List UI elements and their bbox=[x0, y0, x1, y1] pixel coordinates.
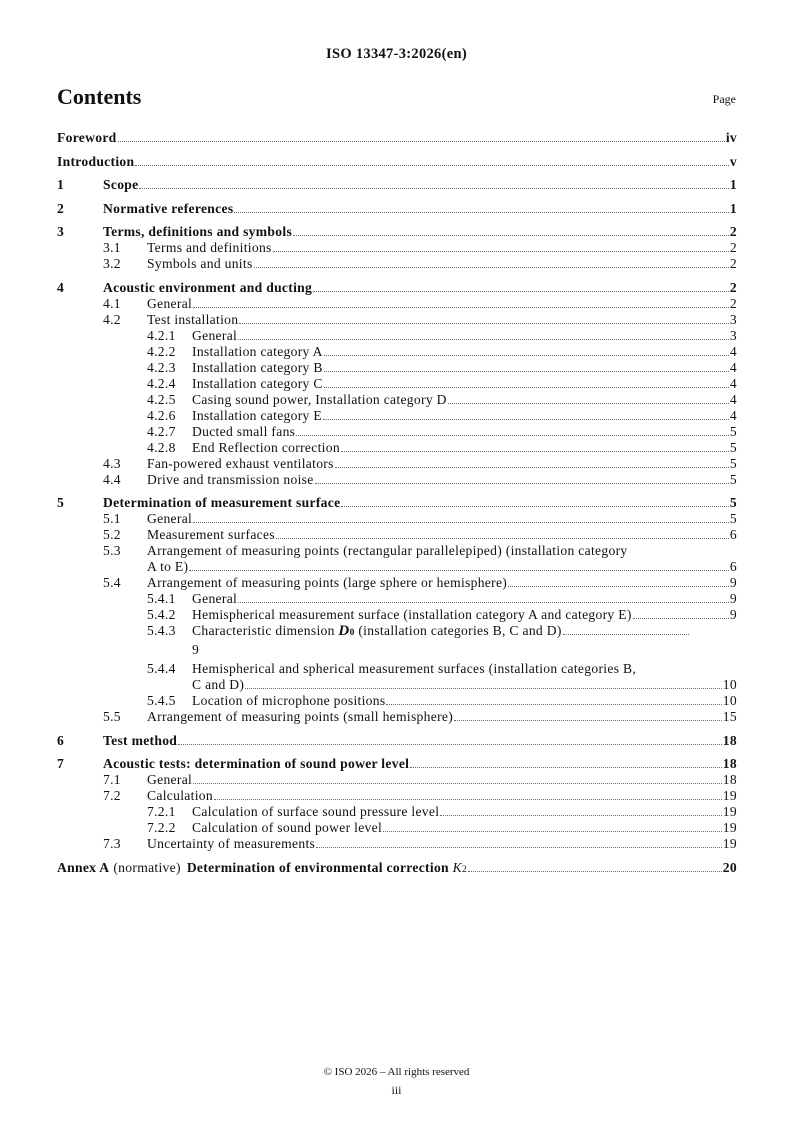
toc-entry-number: 4.2.4 bbox=[147, 375, 176, 391]
dot-leader bbox=[323, 419, 729, 420]
dot-leader bbox=[508, 586, 729, 587]
toc-entry-title: Acoustic tests: determination of sound power level bbox=[103, 756, 410, 771]
toc-entry-page[interactable]: 1 bbox=[729, 200, 737, 216]
toc-entry-page[interactable]: 19 bbox=[722, 804, 737, 819]
toc-entry-continuation bbox=[57, 677, 737, 693]
toc-entry[interactable] bbox=[57, 280, 737, 296]
toc-entry-page[interactable]: 19 bbox=[722, 836, 737, 851]
toc-entry-number: 7.1 bbox=[103, 772, 121, 787]
dot-leader bbox=[254, 267, 729, 268]
toc-entry-continuation bbox=[57, 642, 737, 658]
toc-entry-page[interactable]: 18 bbox=[722, 756, 737, 771]
dot-leader bbox=[234, 212, 728, 213]
toc-entry[interactable] bbox=[57, 804, 737, 820]
toc-entry-page[interactable]: 4 bbox=[729, 391, 737, 407]
toc-entry-line bbox=[57, 177, 737, 193]
toc-entry-page[interactable]: 4 bbox=[729, 375, 737, 391]
toc-entry-title: Drive and transmission noise bbox=[147, 471, 314, 487]
toc-entry-number: 4.3 bbox=[103, 455, 121, 471]
dot-leader bbox=[448, 403, 729, 404]
toc-entry-title: Arrangement of measuring points (small hemisphere) bbox=[147, 709, 454, 724]
dot-leader bbox=[563, 634, 689, 635]
dot-leader bbox=[324, 355, 729, 356]
annex-label: Annex A bbox=[57, 859, 110, 875]
toc-entry-page[interactable]: iv bbox=[725, 130, 737, 145]
toc-entry-page[interactable]: 1 bbox=[729, 177, 737, 192]
toc-entry-title: Symbols and units bbox=[147, 256, 253, 271]
toc-entry-number: 6 bbox=[57, 732, 65, 748]
toc-entry-line bbox=[57, 224, 737, 240]
toc-entry-number: 5.4 bbox=[103, 575, 121, 590]
toc-entry[interactable] bbox=[57, 543, 737, 575]
toc-entry-page[interactable]: 5 bbox=[729, 423, 737, 439]
toc-entry-title: Introduction bbox=[57, 153, 135, 169]
toc-entry-page[interactable]: 6 bbox=[729, 527, 737, 542]
toc-entry-title: Location of microphone positions bbox=[192, 693, 386, 708]
toc-entry-page[interactable]: v bbox=[729, 153, 737, 169]
toc-entry-page[interactable]: 5 bbox=[729, 455, 737, 471]
toc-entry-number: 7.2.2 bbox=[147, 820, 176, 835]
dot-leader bbox=[296, 435, 729, 436]
toc-entry-title: Casing sound power, Installation category D bbox=[192, 391, 447, 407]
toc-entry[interactable] bbox=[57, 607, 737, 623]
toc-entry-number: 4.2.8 bbox=[147, 439, 176, 455]
toc-entry[interactable] bbox=[57, 312, 737, 328]
page-column-label: Page bbox=[712, 92, 736, 106]
toc-entry-line bbox=[57, 709, 737, 725]
toc-entry-title: Calculation of sound power level bbox=[192, 820, 383, 835]
toc-entry-page[interactable]: 2 bbox=[729, 256, 737, 271]
dot-leader bbox=[410, 767, 722, 768]
dot-leader bbox=[324, 387, 729, 388]
toc-entry-number: 2 bbox=[57, 200, 65, 216]
toc-entry[interactable] bbox=[57, 456, 737, 472]
toc-entry-page[interactable]: 19 bbox=[722, 788, 737, 803]
toc-entry-page[interactable]: 3 bbox=[729, 327, 737, 343]
annex-title: Determination of environmental correction bbox=[186, 859, 453, 875]
toc-entry-title: General bbox=[147, 772, 193, 787]
symbol: K bbox=[452, 859, 462, 875]
toc-entry-number: 5.4.5 bbox=[147, 693, 176, 708]
toc-entry-title: Calculation of surface sound pressure level bbox=[192, 804, 440, 819]
toc-entry-line bbox=[57, 756, 737, 772]
toc-entry[interactable] bbox=[57, 424, 737, 440]
toc-entry-title: Terms and definitions bbox=[147, 240, 272, 255]
toc-entry-number: 4.2.6 bbox=[147, 407, 176, 423]
symbol: D bbox=[338, 623, 350, 639]
toc-entry-page[interactable]: 5 bbox=[729, 511, 737, 526]
dot-leader bbox=[178, 744, 722, 745]
toc-entry-title: Scope bbox=[103, 177, 139, 192]
toc-entry-page[interactable]: 9 bbox=[729, 575, 737, 590]
toc-entry[interactable] bbox=[57, 820, 737, 836]
toc-annex-entry[interactable] bbox=[57, 860, 737, 876]
toc-entry-line bbox=[57, 456, 737, 472]
toc-entry[interactable] bbox=[57, 201, 737, 217]
toc-entry-title: Foreword bbox=[57, 130, 117, 145]
toc-entry[interactable] bbox=[57, 376, 737, 392]
dot-leader bbox=[293, 235, 729, 236]
toc-entry[interactable] bbox=[57, 733, 737, 749]
toc-entry-number: 5.5 bbox=[103, 709, 121, 724]
toc-entry-line bbox=[57, 240, 737, 256]
toc-entry-number: 5.4.2 bbox=[147, 607, 176, 622]
annex-qualifier: (normative) bbox=[113, 859, 181, 875]
toc-entry-page[interactable]: 9 bbox=[729, 607, 737, 622]
toc-entry-page[interactable]: 9 bbox=[192, 642, 200, 657]
toc-entry[interactable] bbox=[57, 154, 737, 170]
toc-entry-line bbox=[57, 256, 737, 272]
toc-entry-line bbox=[57, 543, 737, 559]
toc-entry-title: Installation category E bbox=[192, 407, 322, 423]
toc-entry[interactable] bbox=[57, 440, 737, 456]
toc-entry-number: 5.4.4 bbox=[147, 661, 176, 676]
toc-entry-title: Terms, definitions and symbols bbox=[103, 224, 293, 239]
toc-entry-number: 5.2 bbox=[103, 527, 121, 542]
dot-leader bbox=[324, 371, 729, 372]
toc-entry-title: Measurement surfaces bbox=[147, 527, 275, 542]
toc-entry[interactable] bbox=[57, 709, 737, 725]
toc-entry[interactable] bbox=[57, 756, 737, 772]
toc-entry-page[interactable]: 3 bbox=[729, 311, 737, 327]
toc-entry[interactable] bbox=[57, 130, 737, 146]
dot-leader bbox=[193, 307, 729, 308]
toc-entry-title: Characteristic dimension bbox=[192, 623, 339, 638]
toc-entry-page[interactable]: 20 bbox=[722, 859, 737, 875]
toc-entry[interactable] bbox=[57, 408, 737, 424]
toc-entry-line bbox=[57, 772, 737, 788]
toc-entry-number: 7.2.1 bbox=[147, 804, 176, 819]
toc-entry-page[interactable]: 4 bbox=[729, 343, 737, 359]
toc-entry-number: 5 bbox=[57, 495, 65, 510]
page-number: iii bbox=[391, 1083, 402, 1097]
dot-leader bbox=[118, 141, 725, 142]
dot-leader bbox=[315, 483, 729, 484]
toc-entry[interactable] bbox=[57, 240, 737, 256]
toc-entry-page[interactable]: 9 bbox=[729, 591, 737, 606]
toc-entry-page[interactable]: 5 bbox=[729, 495, 737, 510]
toc-entry[interactable] bbox=[57, 836, 737, 852]
toc-entry[interactable] bbox=[57, 788, 737, 804]
toc-entry-number: 5.4.1 bbox=[147, 591, 176, 606]
toc-entry-page[interactable]: 15 bbox=[722, 709, 737, 724]
toc-entry-title: Test installation bbox=[147, 311, 239, 327]
toc-entry-title: General bbox=[192, 327, 238, 343]
toc-entry-number: 7.2 bbox=[103, 788, 121, 803]
toc-entry-line bbox=[57, 130, 737, 146]
toc-entry[interactable] bbox=[57, 591, 737, 607]
toc-entry-number: 1 bbox=[57, 177, 65, 192]
dot-leader bbox=[313, 291, 729, 292]
toc-entry-line bbox=[57, 511, 737, 527]
toc-entry-title: End Reflection correction bbox=[192, 439, 340, 455]
toc-entry-title: Arrangement of measuring points (large sphere or hemisphere) bbox=[147, 575, 508, 590]
toc-entry-page[interactable]: 10 bbox=[722, 693, 737, 708]
toc-entry[interactable] bbox=[57, 296, 737, 312]
toc-entry-line bbox=[57, 280, 737, 296]
toc-entry-number: 5.3 bbox=[103, 543, 121, 558]
dot-leader bbox=[193, 783, 722, 784]
dot-leader bbox=[633, 618, 729, 619]
toc-entry[interactable] bbox=[57, 495, 737, 511]
toc-entry-page[interactable]: 2 bbox=[729, 224, 737, 239]
toc-entry-title: General bbox=[192, 591, 238, 606]
toc-entry-page[interactable]: 5 bbox=[729, 471, 737, 487]
toc-entry-page[interactable]: 4 bbox=[729, 407, 737, 423]
toc-entry-line bbox=[57, 527, 737, 543]
toc-entry-title-cont: A to E) bbox=[147, 559, 189, 574]
toc-entry-title: Installation category A bbox=[192, 343, 323, 359]
contents-title: Contents bbox=[57, 84, 142, 109]
toc-entry[interactable] bbox=[57, 177, 737, 193]
toc-entry-title: Installation category C bbox=[192, 375, 323, 391]
toc-entry[interactable] bbox=[57, 224, 737, 240]
toc-entry-title: Test method bbox=[103, 732, 178, 748]
toc-entry[interactable] bbox=[57, 344, 737, 360]
toc-entry-title: General bbox=[147, 295, 193, 311]
toc-entry-line bbox=[57, 201, 737, 217]
toc-entry[interactable] bbox=[57, 623, 737, 658]
toc-entry-line: Annex A (normative) Determination of environmental correction K 2 20 bbox=[57, 859, 737, 875]
toc-entry-line bbox=[57, 836, 737, 852]
copyright-footer: © ISO 2026 – All rights reserved bbox=[323, 1066, 470, 1078]
toc-entry[interactable] bbox=[57, 511, 737, 527]
toc-entry-number: 5.1 bbox=[103, 511, 121, 526]
toc-entry-number: 3 bbox=[57, 224, 65, 239]
toc-entry-number: 7.3 bbox=[103, 836, 121, 851]
dot-leader bbox=[135, 165, 729, 166]
toc-entry-number: 4.2.2 bbox=[147, 343, 176, 359]
toc-entry-number: 4.2.1 bbox=[147, 327, 176, 343]
toc-entry-line bbox=[57, 296, 737, 312]
toc-entry-line bbox=[57, 495, 737, 511]
dot-leader bbox=[139, 188, 728, 189]
toc-entry-line bbox=[57, 575, 737, 591]
toc-entry-number: 4.2.3 bbox=[147, 359, 176, 375]
toc-entry[interactable] bbox=[57, 575, 737, 591]
toc-entry-page[interactable]: 2 bbox=[729, 295, 737, 311]
dot-leader bbox=[238, 602, 729, 603]
toc-entry-line bbox=[57, 472, 737, 488]
toc-entry-line bbox=[57, 788, 737, 804]
dot-leader bbox=[335, 467, 729, 468]
dot-leader bbox=[238, 339, 729, 340]
dot-leader bbox=[214, 799, 722, 800]
toc-entry-number: 4.2.5 bbox=[147, 391, 176, 407]
toc-entry-line bbox=[57, 312, 737, 328]
toc-entry[interactable] bbox=[57, 472, 737, 488]
toc-entry-number: 4.4 bbox=[103, 471, 121, 487]
toc-entry-number: 4 bbox=[57, 279, 65, 295]
dot-leader bbox=[193, 522, 729, 523]
toc-entry-number: 3.2 bbox=[103, 256, 121, 271]
toc-entry[interactable] bbox=[57, 256, 737, 272]
toc-entry-title: Hemispherical measurement surface (installation category A and category E) bbox=[192, 607, 632, 622]
toc-entry-page[interactable]: 19 bbox=[722, 820, 737, 835]
toc-entry-number: 4.1 bbox=[103, 295, 121, 311]
toc-entry-page[interactable]: 18 bbox=[722, 772, 737, 787]
toc-entry-page[interactable]: 2 bbox=[729, 279, 737, 295]
toc-entry-title: Fan-powered exhaust ventilators bbox=[147, 455, 334, 471]
dot-leader bbox=[245, 688, 722, 689]
toc-entry-line bbox=[57, 733, 737, 749]
dot-leader bbox=[386, 704, 721, 705]
dot-leader bbox=[454, 720, 722, 721]
toc-entry[interactable] bbox=[57, 527, 737, 543]
toc-entry-title: Uncertainty of measurements bbox=[147, 836, 316, 851]
toc-entry[interactable] bbox=[57, 328, 737, 344]
dot-leader bbox=[273, 251, 729, 252]
dot-leader bbox=[316, 847, 722, 848]
toc-entry-title-cont: C and D) bbox=[192, 677, 245, 692]
toc-entry-title: Ducted small fans bbox=[192, 423, 296, 439]
toc-entry-line: Characteristic dimension D 0 (installation categories B, C and D) bbox=[57, 623, 737, 639]
toc-entry-continuation bbox=[57, 559, 737, 575]
toc-entry-title: Determination of measurement surface bbox=[103, 495, 341, 510]
dot-leader bbox=[341, 451, 729, 452]
dot-leader bbox=[440, 815, 721, 816]
dot-leader bbox=[276, 538, 729, 539]
document-header: ISO 13347-3:2026(en) bbox=[326, 46, 467, 62]
dot-leader bbox=[468, 871, 722, 872]
toc-entry-title: Acoustic environment and ducting bbox=[103, 279, 313, 295]
toc-entry-title: General bbox=[147, 511, 193, 526]
toc-entry[interactable] bbox=[57, 360, 737, 376]
toc-entry-number: 4.2 bbox=[103, 311, 121, 327]
toc-entry-title: Arrangement of measuring points (rectangular parallelepiped) (installation category bbox=[147, 543, 628, 558]
dot-leader bbox=[189, 570, 729, 571]
toc-entry-page[interactable]: 4 bbox=[729, 359, 737, 375]
toc-entry-title: Normative references bbox=[103, 200, 234, 216]
toc-entry-page[interactable]: 6 bbox=[729, 559, 737, 574]
toc-entry-number: 3.1 bbox=[103, 240, 121, 255]
toc-entry-title-rest: (installation categories B, C and D) bbox=[354, 623, 562, 638]
toc-entry-line bbox=[57, 154, 737, 170]
toc-entry-title: Hemispherical and spherical measurement surfaces (installation categories B, bbox=[192, 661, 637, 676]
toc-entry-page[interactable]: 10 bbox=[722, 677, 737, 692]
toc-entry-page[interactable]: 18 bbox=[722, 732, 737, 748]
toc-entry-number: 5.4.3 bbox=[147, 623, 176, 638]
toc-entry-title: Calculation bbox=[147, 788, 213, 803]
toc-entry-number: 7 bbox=[57, 756, 65, 771]
toc-entry[interactable] bbox=[57, 661, 737, 693]
toc-entry-title: Installation category B bbox=[192, 359, 323, 375]
dot-leader bbox=[239, 323, 729, 324]
toc-entry-number: 4.2.7 bbox=[147, 423, 176, 439]
dot-leader bbox=[341, 506, 728, 507]
toc-entry-page[interactable]: 5 bbox=[729, 439, 737, 455]
table-of-contents bbox=[57, 130, 737, 876]
toc-entry[interactable] bbox=[57, 392, 737, 408]
dot-leader bbox=[383, 831, 722, 832]
toc-entry-page[interactable]: 2 bbox=[729, 240, 737, 255]
toc-entry[interactable] bbox=[57, 693, 737, 709]
toc-entry[interactable] bbox=[57, 772, 737, 788]
